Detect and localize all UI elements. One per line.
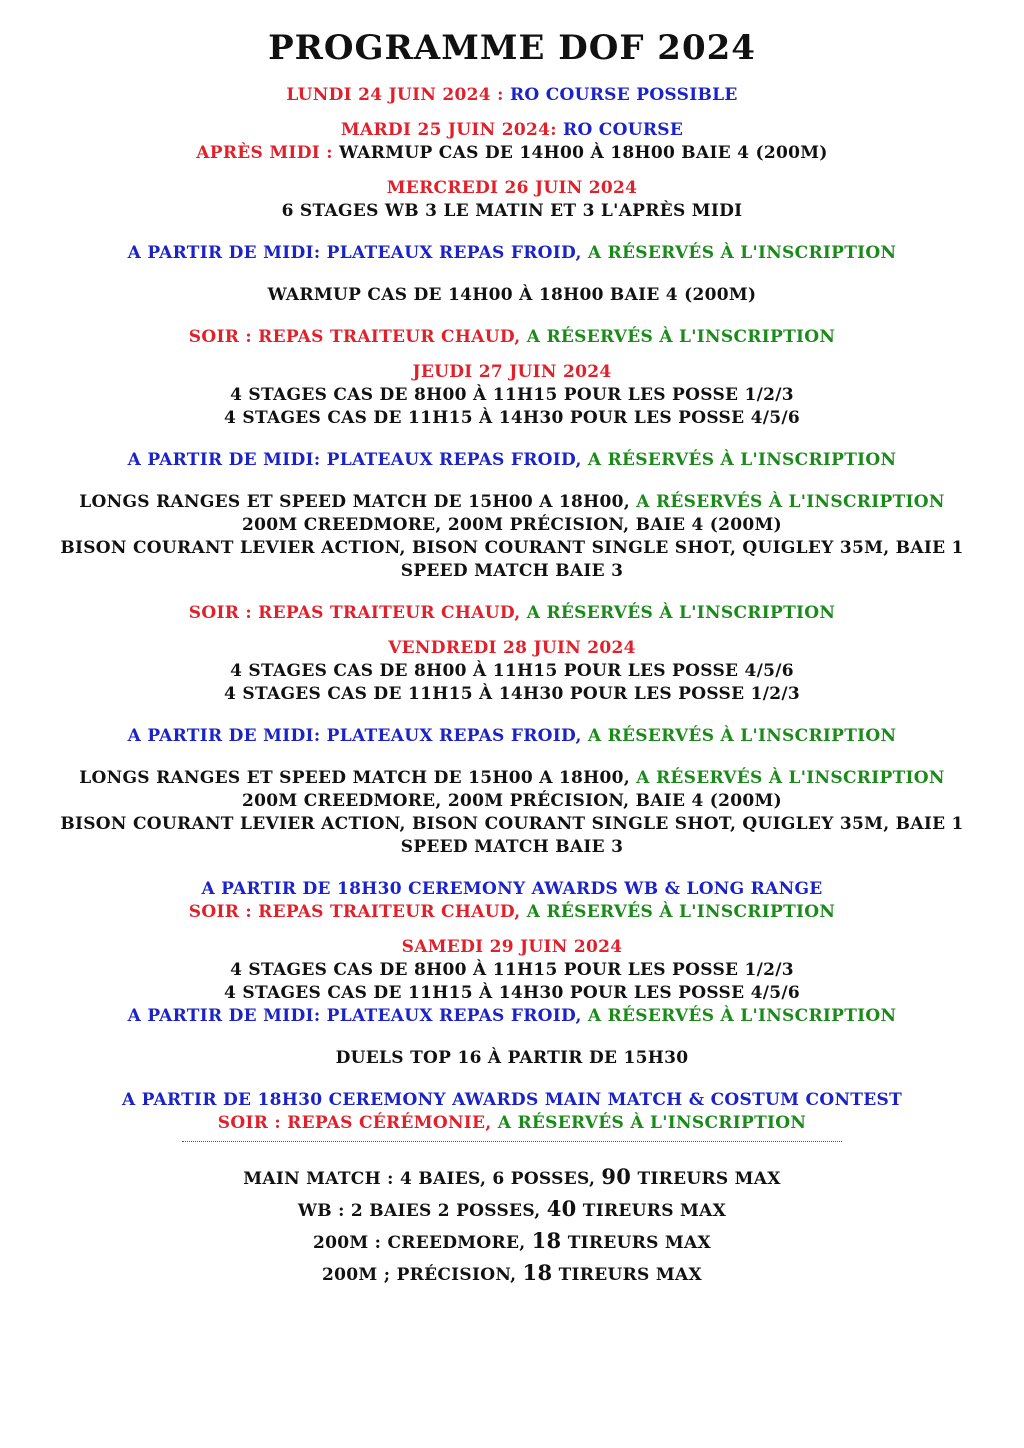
friday-dinner-reservation: A RÉSERVÉS À L'INSCRIPTION bbox=[526, 902, 836, 922]
saturday-dinner bbox=[0, 1112, 1024, 1135]
thursday-long-range-4: SPEED MATCH BAIE 3 bbox=[400, 561, 624, 581]
friday-long-range-3: BISON COURANT LEVIER ACTION, BISON COURANT SINGLE SHOT, QUIGLEY 35M, BAIE 1 bbox=[60, 814, 964, 834]
thursday-long-range-text: LONGS RANGES ET SPEED MATCH DE 15H00 A 18H00, bbox=[79, 492, 631, 512]
capacity-creedmore bbox=[0, 1226, 1024, 1258]
thursday-long-range bbox=[0, 491, 1024, 514]
capacity-creedmore-text: 200M : CREEDMORE, bbox=[312, 1233, 526, 1253]
capacity-precision bbox=[0, 1258, 1024, 1290]
tuesday-event: RO COURSE bbox=[563, 120, 684, 140]
thursday-dinner-reservation: A RÉSERVÉS À L'INSCRIPTION bbox=[526, 603, 836, 623]
friday-long-range bbox=[0, 767, 1024, 790]
friday-dinner bbox=[0, 901, 1024, 924]
friday-lunch bbox=[0, 725, 1024, 748]
thursday-lunch bbox=[0, 449, 1024, 472]
wednesday-lunch-reservation: A RÉSERVÉS À L'INSCRIPTION bbox=[587, 243, 897, 263]
wednesday-dinner-text: SOIR : REPAS TRAITEUR CHAUD, bbox=[188, 327, 521, 347]
wednesday-lunch bbox=[0, 242, 1024, 265]
friday-long-range-4: SPEED MATCH BAIE 3 bbox=[400, 837, 624, 857]
friday-date: VENDREDI 28 JUIN 2024 bbox=[388, 638, 636, 658]
friday-long-range-reservation: A RÉSERVÉS À L'INSCRIPTION bbox=[636, 768, 945, 788]
tuesday-date: MARDI 25 JUIN 2024: bbox=[340, 120, 557, 140]
capacity-wb-number: 40 bbox=[546, 1196, 577, 1221]
saturday-dinner-reservation: A RÉSERVÉS À L'INSCRIPTION bbox=[497, 1113, 807, 1133]
wednesday-dinner-reservation: A RÉSERVÉS À L'INSCRIPTION bbox=[526, 327, 836, 347]
friday-long-range-2: 200M CREEDMORE, 200M PRÉCISION, BAIE 4 (200M) bbox=[241, 791, 782, 811]
capacity-main-match-number: 90 bbox=[601, 1164, 632, 1189]
friday-stages-2: 4 STAGES CAS DE 11H15 À 14H30 POUR LES POSSE 1/2/3 bbox=[224, 684, 800, 704]
saturday-lunch bbox=[0, 1005, 1024, 1028]
wednesday-stages: 6 STAGES WB 3 LE MATIN ET 3 L'APRÈS MIDI bbox=[281, 201, 743, 221]
monday-line bbox=[0, 84, 1024, 107]
thursday-long-range-2: 200M CREEDMORE, 200M PRÉCISION, BAIE 4 (200M) bbox=[241, 515, 782, 535]
capacity-wb-text: WB : 2 BAIES 2 POSSES, bbox=[297, 1201, 541, 1221]
saturday-stages-2: 4 STAGES CAS DE 11H15 À 14H30 POUR LES POSSE 4/5/6 bbox=[224, 983, 800, 1003]
wednesday-date: MERCREDI 26 JUIN 2024 bbox=[386, 178, 638, 198]
wednesday-warmup: WARMUP CAS DE 14H00 À 18H00 BAIE 4 (200M) bbox=[267, 285, 757, 305]
tuesday-afternoon-label: APRÈS MIDI : bbox=[196, 143, 333, 163]
monday-event: RO COURSE POSSIBLE bbox=[509, 85, 738, 105]
capacity-precision-number: 18 bbox=[522, 1260, 553, 1285]
capacity-creedmore-unit: TIREURS MAX bbox=[567, 1233, 712, 1253]
tuesday-afternoon bbox=[0, 142, 1024, 165]
saturday-lunch-text: A PARTIR DE MIDI: PLATEAUX REPAS FROID, bbox=[127, 1006, 582, 1026]
capacity-main-match bbox=[0, 1162, 1024, 1194]
capacity-wb bbox=[0, 1194, 1024, 1226]
tuesday-afternoon-text: WARMUP CAS DE 14H00 À 18H00 BAIE 4 (200M) bbox=[339, 143, 828, 163]
saturday-duels: DUELS TOP 16 À PARTIR DE 15H30 bbox=[335, 1048, 689, 1068]
tuesday-line bbox=[0, 119, 1024, 142]
capacity-main-match-text: MAIN MATCH : 4 BAIES, 6 POSSES, bbox=[243, 1169, 596, 1189]
capacity-main-match-unit: TIREURS MAX bbox=[637, 1169, 781, 1189]
monday-date: LUNDI 24 JUIN 2024 : bbox=[286, 85, 504, 105]
capacity-precision-text: 200M ; PRÉCISION, bbox=[322, 1265, 517, 1285]
thursday-lunch-text: A PARTIR DE MIDI: PLATEAUX REPAS FROID, bbox=[127, 450, 582, 470]
capacity-precision-unit: TIREURS MAX bbox=[558, 1265, 702, 1285]
thursday-dinner-text: SOIR : REPAS TRAITEUR CHAUD, bbox=[188, 603, 521, 623]
friday-lunch-reservation: A RÉSERVÉS À L'INSCRIPTION bbox=[587, 726, 897, 746]
page-title: PROGRAMME DOF 2024 bbox=[268, 28, 756, 68]
friday-ceremony: A PARTIR DE 18H30 CEREMONY AWARDS WB & LONG RANGE bbox=[201, 879, 823, 899]
wednesday-dinner bbox=[0, 326, 1024, 349]
capacity-wb-unit: TIREURS MAX bbox=[582, 1201, 727, 1221]
friday-long-range-text: LONGS RANGES ET SPEED MATCH DE 15H00 A 18H00, bbox=[79, 768, 631, 788]
friday-stages-1: 4 STAGES CAS DE 8H00 À 11H15 POUR LES POSSE 4/5/6 bbox=[230, 661, 794, 681]
saturday-lunch-reservation: A RÉSERVÉS À L'INSCRIPTION bbox=[587, 1006, 897, 1026]
saturday-ceremony: A PARTIR DE 18H30 CEREMONY AWARDS MAIN MATCH & COSTUM CONTEST bbox=[121, 1090, 903, 1110]
thursday-long-range-reservation: A RÉSERVÉS À L'INSCRIPTION bbox=[636, 492, 945, 512]
thursday-stages-1: 4 STAGES CAS DE 8H00 À 11H15 POUR LES POSSE 1/2/3 bbox=[230, 385, 794, 405]
dotted-divider bbox=[182, 1141, 842, 1142]
friday-dinner-text: SOIR : REPAS TRAITEUR CHAUD, bbox=[188, 902, 521, 922]
friday-lunch-text: A PARTIR DE MIDI: PLATEAUX REPAS FROID, bbox=[127, 726, 582, 746]
wednesday-lunch-text: A PARTIR DE MIDI: PLATEAUX REPAS FROID, bbox=[127, 243, 582, 263]
saturday-date: SAMEDI 29 JUIN 2024 bbox=[401, 937, 623, 957]
thursday-dinner bbox=[0, 602, 1024, 625]
saturday-dinner-text: SOIR : REPAS CÉRÉMONIE, bbox=[217, 1113, 492, 1133]
thursday-lunch-reservation: A RÉSERVÉS À L'INSCRIPTION bbox=[587, 450, 897, 470]
thursday-long-range-3: BISON COURANT LEVIER ACTION, BISON COURANT SINGLE SHOT, QUIGLEY 35M, BAIE 1 bbox=[60, 538, 964, 558]
saturday-stages-1: 4 STAGES CAS DE 8H00 À 11H15 POUR LES POSSE 1/2/3 bbox=[230, 960, 794, 980]
thursday-stages-2: 4 STAGES CAS DE 11H15 À 14H30 POUR LES POSSE 4/5/6 bbox=[224, 408, 800, 428]
capacity-creedmore-number: 18 bbox=[531, 1228, 562, 1253]
thursday-date: JEUDI 27 JUIN 2024 bbox=[412, 362, 612, 382]
